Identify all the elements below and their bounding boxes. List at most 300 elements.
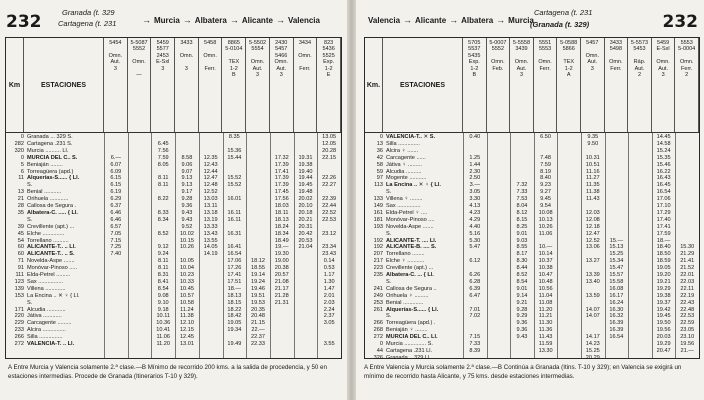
time-cell: 2.24 — [323, 306, 335, 313]
time-cell: 12.48 — [203, 182, 218, 189]
time-cell: 7.48 — [540, 154, 552, 161]
station-name: Monóvar-Pinoso ..... — [27, 265, 78, 272]
table-row — [365, 148, 699, 155]
table-row — [6, 148, 341, 155]
route-stop: Albatera — [194, 15, 227, 25]
time-cell: 8.33 — [157, 209, 169, 216]
time-cell: 19.29 — [656, 341, 671, 347]
time-cell: 7.25 — [110, 244, 122, 251]
train-column-header: 5458 Omn. Ferr. — [199, 38, 223, 132]
km-cell: 153 — [14, 292, 24, 299]
arrow-icon: → — [275, 15, 285, 25]
time-cell: 9.01 — [516, 230, 528, 237]
km-cell: 5 — [20, 161, 24, 168]
time-cell: 7.02 — [469, 313, 481, 320]
header-rule — [365, 132, 699, 133]
time-cell: 7.59 — [157, 154, 169, 161]
time-cell: 19.— — [275, 244, 289, 251]
station-name: Crevillente (apt.) ... — [386, 265, 434, 272]
station-name: Cartagena .231 S. — [27, 140, 73, 147]
time-cell: 15.24 — [656, 147, 671, 154]
time-cell: 9.36 — [516, 327, 528, 334]
time-cell: 10.08 — [538, 209, 553, 216]
route-stop: Valencia — [287, 15, 320, 25]
km-cell: 13 — [376, 140, 383, 147]
time-cell: 0.14 — [323, 258, 335, 265]
time-cell: 8.35 — [228, 134, 240, 140]
connection-note-bottom: Cartagena (t. 231 — [58, 19, 117, 28]
time-cell: 6.57 — [110, 223, 122, 230]
table-row — [365, 175, 699, 182]
km-cell: 0 — [20, 134, 24, 140]
table-row — [6, 293, 341, 300]
time-cell: 9.54 — [540, 203, 552, 209]
table-row — [365, 279, 699, 286]
km-cell: 229 — [14, 320, 24, 327]
route-title — [142, 15, 320, 25]
time-cell: 21.15 — [251, 320, 266, 327]
time-cell: 6.29 — [110, 196, 122, 203]
time-cell: 11.16 — [586, 168, 600, 175]
time-cell: 14.07 — [585, 313, 600, 320]
time-cell: 16.39 — [609, 320, 624, 327]
time-cell: 9.13 — [181, 182, 193, 189]
time-cell: 6.07 — [110, 161, 122, 168]
time-cell: 7.33 — [516, 189, 528, 196]
table-row — [365, 300, 699, 307]
time-cell: 15.35 — [656, 154, 671, 161]
time-cell: 6.15 — [110, 175, 122, 182]
time-cell: 22.52 — [322, 209, 337, 216]
train-column-header: 823 5436 5525 Exp. 1-2 E — [317, 38, 341, 132]
time-cell: 10.56 — [538, 285, 553, 292]
time-cell: 23.43 — [322, 251, 337, 258]
time-cell: 1.44 — [469, 161, 481, 168]
table-row — [6, 210, 341, 217]
time-cell: 8.54 — [157, 285, 169, 292]
time-cell: 17.40 — [656, 216, 671, 223]
time-cell: 16.11 — [227, 209, 242, 216]
time-cell: 18.12 — [251, 258, 266, 265]
km-cell: 268 — [373, 327, 383, 334]
km-cell: 266 — [14, 334, 24, 341]
time-cell: 10.26 — [538, 223, 553, 230]
train-column-header: 3433 5498 Omn. Ferr. — [605, 38, 629, 132]
train-column-header: 3433 Omn. 3 — [175, 38, 199, 132]
time-cell: 18.59 — [656, 258, 671, 265]
time-cell: 16.31 — [227, 230, 242, 237]
time-cell: 11.06 — [156, 334, 171, 341]
train-column-header: 2430 5457 5466 Omn. Aut. 3 — [270, 38, 294, 132]
time-cell: 9.21 — [516, 299, 528, 306]
time-cell: 8.19 — [540, 168, 552, 175]
time-cell: 9.28 — [516, 306, 528, 313]
time-cell: 10.33 — [179, 278, 194, 285]
time-cell: 16.54 — [656, 189, 671, 196]
time-cell: 21.04 — [298, 244, 313, 251]
footnote: A Entre Murcia y Valencia solamente 2.ª clase.—B Mínimo de recorrido 200 kms. a la salida de procedencia, y 50 en estaciones intermedias. Procede de Granada (Itinerarios T-10 y 329). — [8, 364, 327, 380]
time-cell: 19.49 — [227, 341, 242, 347]
km-cell: 42 — [376, 154, 383, 161]
train-column-header: 5-5573 5453 Ráp. Aut. 2 — [628, 38, 652, 132]
time-cell: 6.46 — [110, 216, 122, 223]
station-name: Elche ♀ ........... — [386, 258, 425, 265]
time-cell: 8.30 — [516, 258, 528, 265]
time-cell: 2.30 — [469, 168, 481, 175]
time-cell: 5.16 — [469, 230, 481, 237]
station-name: Villena ............. — [27, 285, 66, 292]
station-name: Alquerías-S...... { Ll. — [386, 306, 439, 313]
time-cell: 10.05 — [179, 258, 194, 265]
time-cell: 22.53 — [322, 216, 337, 223]
time-cell: 10.41 — [156, 327, 171, 334]
time-cell: 11.08 — [538, 299, 553, 306]
time-cell: 2.01 — [323, 292, 335, 299]
route-stop: Alicante — [241, 15, 273, 25]
time-cell: 16.11 — [227, 216, 242, 223]
km-cell: 60 — [17, 244, 24, 251]
time-cell: 8.22 — [157, 196, 169, 203]
station-name: Murcia .......... Ll. — [27, 147, 69, 154]
station-name: Alcira ♀ ....... — [386, 147, 419, 154]
connection-note-top: Cartagena (t. 231 — [534, 8, 593, 17]
time-cell: 13.11 — [203, 203, 218, 209]
km-cell: 272 — [14, 341, 24, 347]
time-cell: 13.27 — [585, 258, 600, 265]
time-cell: 22.19 — [680, 292, 695, 299]
km-cell: 35 — [17, 209, 24, 216]
station-name: S. — [386, 189, 392, 196]
time-cell: 9.43 — [181, 216, 193, 223]
time-cell: 6.12 — [469, 258, 481, 265]
time-cell: 13.05 — [322, 134, 337, 140]
km-cell: 113 — [374, 182, 383, 189]
train-column-header: 5-5502 5554 Omn. Aut. 3 — [246, 38, 270, 132]
time-cell: 17.39 — [274, 175, 289, 182]
time-cell: 6.28 — [469, 278, 481, 285]
time-cell: 8.17 — [516, 251, 528, 258]
time-cell: 12.03 — [585, 209, 600, 216]
route-stop: Murcia — [154, 15, 180, 25]
km-cell: 149 — [373, 203, 383, 209]
time-cell: 15.34 — [609, 258, 624, 265]
km-cell: 60 — [17, 251, 24, 258]
time-cell: 6.46 — [110, 209, 122, 216]
time-cell: 19.00 — [274, 258, 289, 265]
time-cell: 21.41 — [680, 258, 695, 265]
time-cell: 14.07 — [585, 306, 600, 313]
time-cell: 18.40 — [656, 244, 671, 251]
time-cell: 20.02 — [298, 196, 313, 203]
time-cell: 17.45 — [274, 189, 289, 196]
table-row — [6, 265, 341, 272]
station-name: MURCIA DEL C.. S. — [27, 154, 78, 161]
time-cell: 18.— — [227, 285, 242, 292]
station-name: Orihuela ............ — [27, 196, 69, 203]
time-cell: 16.39 — [609, 327, 624, 334]
time-cell: 2.03 — [323, 299, 335, 306]
time-cell: 18.50 — [656, 251, 671, 258]
time-cell: 5.30 — [469, 237, 481, 244]
time-cell: 9.10 — [157, 299, 169, 306]
km-cell: 223 — [373, 265, 383, 272]
km-cell: 0 — [379, 134, 383, 140]
time-cell: 16.54 — [609, 334, 624, 341]
time-cell: 23.34 — [322, 244, 337, 251]
train-column-header: 5-5558 3439 Omn. Aut. 3 — [510, 38, 534, 132]
time-cell: 19.44 — [298, 175, 313, 182]
table-row — [6, 203, 341, 210]
table-row — [6, 313, 341, 320]
time-cell: 19.51 — [251, 292, 266, 299]
time-cell: 17.41 — [227, 272, 242, 278]
time-cell: 9.23 — [540, 182, 552, 189]
station-name: Orihuela ♀ ......... — [386, 292, 429, 299]
time-cell: 11.20 — [156, 341, 171, 347]
time-cell: 10.47 — [538, 272, 553, 278]
table-row — [365, 196, 699, 203]
station-name: Silla ............... — [27, 334, 63, 341]
time-cell: 9.28 — [181, 196, 193, 203]
time-cell: 19.20 — [656, 272, 671, 278]
table-row — [365, 238, 699, 245]
train-column-header: 5551 5553 Omn. Ferr. — [534, 38, 558, 132]
time-cell: 10.04 — [179, 265, 194, 272]
time-cell: 9.52 — [181, 223, 193, 230]
time-cell: 4.29 — [469, 216, 481, 223]
time-cell: 8.52 — [516, 272, 528, 278]
time-cell: 14.23 — [585, 341, 600, 347]
time-cell: 16.43 — [656, 175, 671, 182]
time-cell: 11.20 — [538, 306, 553, 313]
time-cell: 9.36 — [516, 320, 528, 327]
time-cell: 10.14 — [538, 251, 553, 258]
time-cell: 2.50 — [469, 175, 481, 182]
time-cell: 0.53 — [323, 265, 335, 272]
station-name: ALICANTE-B. .... S. — [386, 244, 437, 251]
time-cell: 22.39 — [322, 196, 337, 203]
time-cell: 18.49 — [274, 237, 289, 244]
train-column-header: 5-0007 5552 Omn. Feb. — [487, 38, 511, 132]
time-cell: 11.24 — [180, 306, 194, 313]
station-name: Granada .. 329 Ll. — [386, 354, 431, 361]
route-stop: Murcia — [508, 15, 534, 25]
station-name: Carcagente ......... — [27, 320, 72, 327]
time-cell: 20.31 — [298, 223, 313, 230]
station-name: S. — [386, 313, 392, 320]
time-cell: 14.19 — [203, 251, 218, 258]
time-cell: 19.48 — [298, 189, 313, 196]
station-name: Játiva ♀ ......... — [386, 161, 422, 168]
km-cell: 161 — [373, 209, 383, 216]
time-cell: 8.39 — [469, 347, 481, 354]
timetable — [364, 37, 700, 359]
time-cell: 12.08 — [585, 216, 600, 223]
km-cell: 217 — [373, 258, 383, 265]
time-cell: 17.06 — [656, 196, 671, 203]
route-stop: Alicante — [415, 15, 447, 25]
table-row — [365, 258, 699, 265]
time-cell: 7.56 — [157, 147, 169, 154]
time-cell: 3.30 — [469, 196, 481, 203]
time-cell: 15.13 — [609, 244, 624, 251]
time-cell: 10.37 — [538, 258, 553, 265]
time-cell: 9.50 — [587, 140, 599, 147]
table-row — [6, 272, 341, 279]
time-cell: 12.44 — [203, 168, 218, 175]
time-cell: 13.40 — [585, 278, 600, 285]
time-cell: 22.43 — [680, 299, 695, 306]
time-cell: 17.56 — [274, 196, 289, 203]
table-row — [365, 286, 699, 293]
table-row — [6, 334, 341, 341]
time-cell: 19.34 — [227, 327, 242, 334]
time-cell: 16.08 — [609, 285, 624, 292]
station-name: Beniaján ♀ ........ — [386, 327, 428, 334]
time-cell: 15.25 — [585, 347, 600, 354]
time-cell: 10.13 — [538, 216, 553, 223]
time-cell: 8.40 — [540, 175, 552, 182]
km-cell: 71 — [17, 258, 24, 265]
time-cell: 8.34 — [157, 216, 169, 223]
time-cell: 19.53 — [251, 299, 266, 306]
station-name: S. — [386, 278, 392, 285]
station-name: Granada ... 329 S. — [27, 134, 73, 140]
time-cell: 21.17 — [274, 285, 289, 292]
time-cell: 5.47 — [469, 244, 481, 251]
km-cell: 249 — [373, 292, 383, 299]
time-cell: 18.22 — [227, 306, 242, 313]
arrow-icon: → — [449, 15, 459, 25]
time-cell: 8.31 — [157, 272, 169, 278]
time-cell: 10.45 — [179, 285, 194, 292]
time-cell: 9.43 — [181, 209, 193, 216]
time-cell: 17.41 — [274, 168, 289, 175]
arrow-icon: → — [182, 15, 192, 25]
time-cell: 19.40 — [298, 168, 313, 175]
station-name: S. — [386, 230, 392, 237]
km-cell: 233 — [14, 327, 24, 334]
time-cell: 16.45 — [656, 182, 671, 189]
time-cell: 15.47 — [609, 265, 624, 272]
time-cell: 8.11 — [157, 175, 169, 182]
km-cell: 59 — [376, 168, 383, 175]
time-cell: 12.47 — [585, 230, 600, 237]
station-name: Sax ................ — [27, 278, 64, 285]
table-row — [365, 189, 699, 196]
time-cell: 7.32 — [516, 182, 528, 189]
station-name: Alcudia ............ — [27, 306, 66, 313]
station-name: Murcia .............. S. — [386, 341, 433, 347]
connection-note-top: Granada (t. 329 — [62, 8, 115, 17]
route-title — [368, 15, 534, 25]
table-row — [6, 300, 341, 307]
station-name: Cartagena .231 Ll. — [386, 347, 433, 354]
table-row — [6, 196, 341, 203]
station-name: Elda-Petrel ♀ .... — [386, 209, 428, 216]
time-cell: 2.37 — [323, 313, 335, 320]
time-cell: 20.35 — [251, 306, 266, 313]
km-cell: 11 — [18, 175, 24, 182]
time-cell: 15.36 — [227, 147, 242, 154]
station-name: Torrellano ........ — [386, 251, 425, 258]
time-cell: 17.29 — [656, 209, 671, 216]
time-cell: 13.03 — [203, 196, 218, 203]
time-cell: 6.39 — [469, 285, 481, 292]
time-cell: 6.47 — [469, 292, 481, 299]
time-cell: 12.05 — [322, 140, 337, 147]
time-cell: 22.37 — [251, 334, 266, 341]
time-cell: 19.42 — [656, 306, 671, 313]
time-cell: 3.55 — [323, 341, 335, 347]
time-cell: 6.50 — [540, 134, 552, 140]
time-cell: 11.27 — [586, 175, 600, 182]
km-cell: 320 — [14, 147, 24, 154]
time-cell: 6.— — [110, 154, 121, 161]
time-cell: 19.21 — [656, 278, 671, 285]
table-row — [365, 327, 699, 334]
time-cell: 8.05 — [157, 161, 169, 168]
time-cell: 7.15 — [469, 334, 481, 341]
km-cell: 139 — [14, 285, 24, 292]
time-cell: 1.30 — [323, 278, 335, 285]
table-row — [365, 155, 699, 162]
time-cell: 17.39 — [274, 182, 289, 189]
time-cell: 15.— — [609, 237, 624, 244]
station-name: Beniaján ........ — [27, 161, 63, 168]
station-name: La Encina .. ✕ ♀ { Ll. — [27, 292, 80, 299]
time-cell: 9.13 — [181, 175, 193, 182]
time-cell: 22.26 — [322, 175, 337, 182]
time-cell: 8.55 — [516, 244, 528, 251]
time-cell: 13.55 — [203, 237, 218, 244]
time-cell: 20.38 — [274, 265, 289, 272]
km-cell: 0 — [20, 154, 24, 161]
table-row — [365, 244, 699, 251]
time-cell: 21.31 — [274, 299, 289, 306]
time-cell: 8.44 — [516, 265, 528, 272]
km-cell: 36 — [376, 147, 383, 154]
time-cell: 9.29 — [516, 313, 528, 320]
station-name: MURCIA DEL C.. Ll. — [386, 334, 438, 341]
table-row — [365, 162, 699, 169]
time-cell: 21.52 — [680, 265, 695, 272]
time-cell: 23.10 — [680, 334, 695, 341]
time-cell: 14.17 — [585, 334, 600, 341]
time-cell: 22.15 — [322, 154, 337, 161]
km-cell: 28 — [17, 203, 24, 209]
time-cell: 4.40 — [469, 223, 481, 230]
left-page — [0, 0, 347, 400]
time-cell: 12.47 — [203, 175, 218, 182]
train-column-header: 5705 5537 5435 Exp. 1-2 B — [463, 38, 487, 132]
table-row — [6, 258, 341, 265]
time-cell: 8.11 — [157, 265, 169, 272]
train-column-header: 5459 5577 2453 E-Sxl 3 — [151, 38, 175, 132]
time-cell: 7.40 — [110, 251, 122, 258]
km-cell: 0 — [379, 341, 383, 347]
time-cell: 8.15 — [516, 216, 528, 223]
station-name: Callosa de Segura .. — [386, 285, 437, 292]
time-cell: 11.43 — [586, 196, 600, 203]
time-cell: 15.44 — [227, 154, 242, 161]
time-cell: 4.23 — [469, 209, 481, 216]
time-cell: 15.25 — [609, 251, 624, 258]
table-row — [6, 189, 341, 196]
time-cell: 16.22 — [656, 168, 671, 175]
time-cell: 16.41 — [227, 244, 242, 251]
time-cell: 19.37 — [656, 299, 671, 306]
